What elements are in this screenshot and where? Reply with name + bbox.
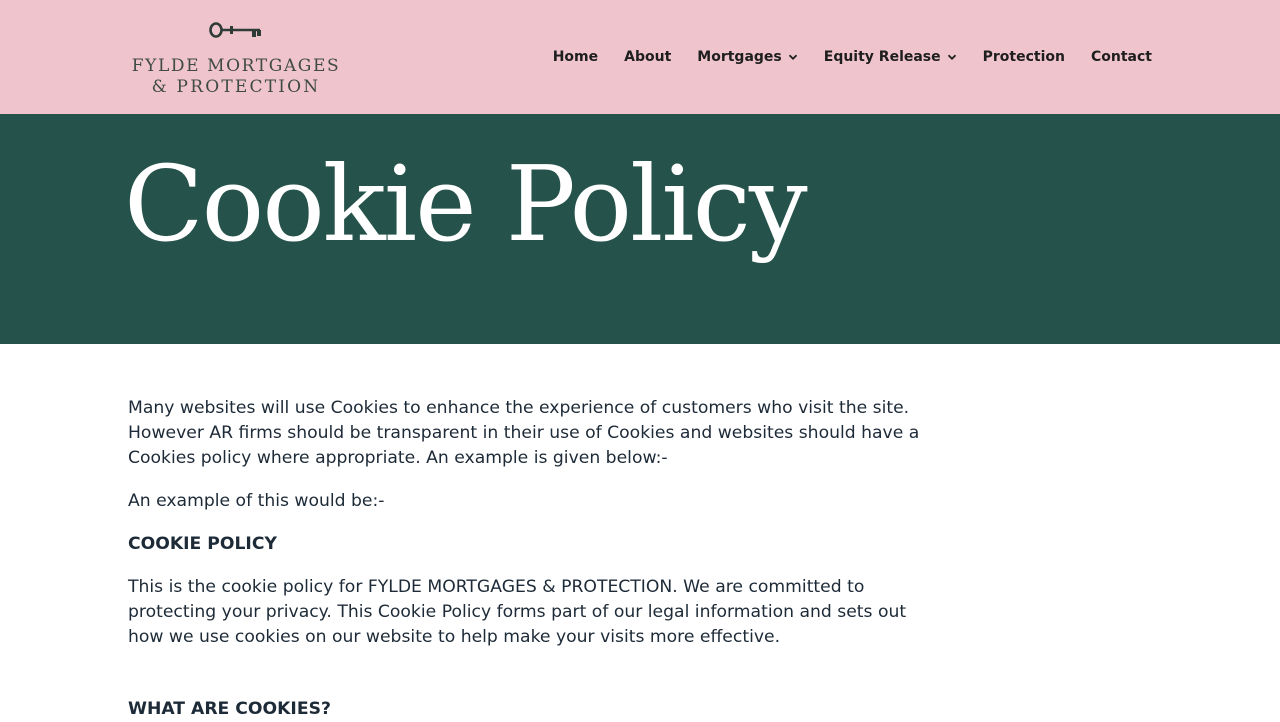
nav-mortgages[interactable]	[697, 49, 797, 65]
site-header	[0, 0, 1280, 114]
main-content	[128, 396, 928, 722]
key-icon	[208, 18, 266, 42]
nav-protection[interactable]	[983, 49, 1065, 65]
nav-contact-label: Contact	[1091, 49, 1152, 65]
policy-paragraph: This is the cookie policy for FYLDE MORTGAGES & PROTECTION. We are committed to protecting your privacy. This Cookie Policy forms part of our legal information and sets out how we use cookies on our website to help make your visits more effective.	[128, 577, 907, 647]
nav-about-label: About	[624, 49, 672, 65]
nav-home[interactable]	[553, 49, 598, 65]
chevron-down-icon	[788, 52, 798, 62]
example-paragraph: An example of this would be:-	[128, 491, 385, 511]
hero-banner	[0, 114, 1280, 344]
nav-about[interactable]	[624, 49, 671, 65]
main-nav	[553, 47, 1152, 67]
nav-contact[interactable]	[1091, 49, 1152, 65]
section-title: COOKIE POLICY	[128, 534, 277, 554]
nav-protection-label: Protection	[982, 49, 1065, 65]
site-logo[interactable]	[128, 16, 344, 100]
intro-paragraph: Many websites will use Cookies to enhance the experience of customers who visit the site. However AR firms should be transparent in their use of Cookies and websites should have a Cookies policy where appropriate. An example is given below:-	[128, 398, 920, 468]
nav-equity-release-label: Equity Release	[823, 49, 941, 65]
logo-text-line2: & PROTECTION	[151, 77, 321, 97]
nav-equity-release[interactable]	[824, 49, 957, 65]
chevron-down-icon	[947, 52, 957, 62]
nav-home-label: Home	[552, 49, 599, 65]
page-title: Cookie Policy	[124, 143, 806, 265]
section-heading: WHAT ARE COOKIES?	[128, 699, 331, 719]
logo-text-line1: FYLDE MORTGAGES	[131, 56, 341, 76]
nav-mortgages-label: Mortgages	[697, 49, 782, 65]
